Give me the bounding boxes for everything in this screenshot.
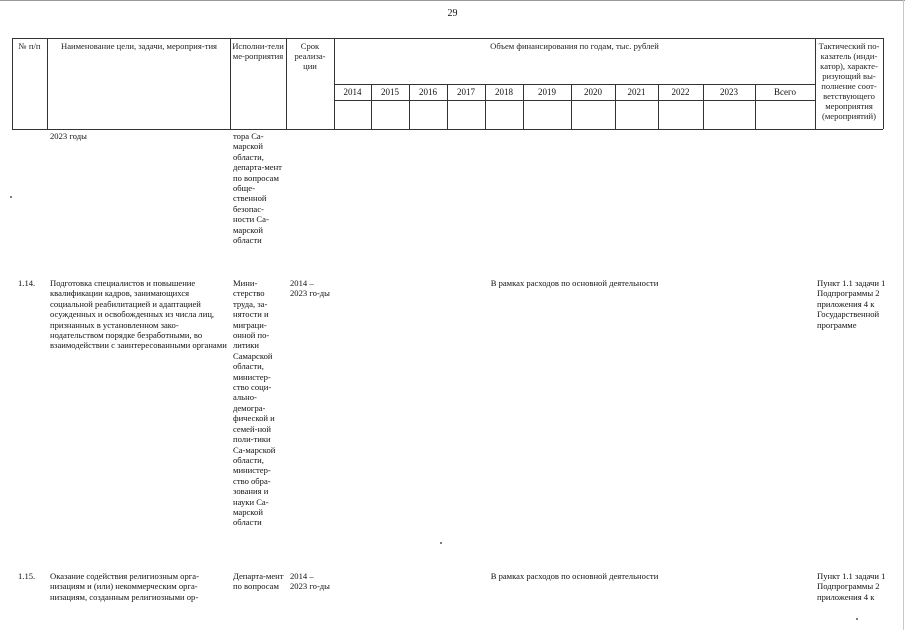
row-executors-cell: Мини-стерство труда, за-нятости и миграци-онной по-литики Самарской области, министер-ство соци-ально-демогра-фической и семей-ной поли-тики Са-марской области, министер-ство обра-зования и науки Са-марской области [233, 278, 276, 528]
header-col-name: Наименование цели, задачи, мероприя-тия [60, 41, 218, 51]
year-header-cell: 2017 [457, 87, 475, 97]
scan-speck [10, 196, 12, 198]
row-num-cell: 1.14. [18, 278, 36, 288]
year-header-cell: 2019 [538, 87, 556, 97]
year-header-cell: 2018 [495, 87, 513, 97]
header-col-num: № п/п [18, 41, 41, 51]
col-border [230, 38, 231, 129]
col-border [47, 38, 48, 129]
col-border [12, 38, 13, 129]
year-header-cell: 2016 [419, 87, 437, 97]
scan-speck [856, 618, 858, 620]
header-bottom-border [12, 129, 883, 130]
year-header-cell: 2022 [671, 87, 690, 97]
year-header-cell: 2020 [584, 87, 602, 97]
row-num-cell: 1.15. [18, 571, 36, 581]
row-indicator-cell: Пункт 1.1 задачи 1 Подпрограммы 2 приложения 4 к [817, 571, 886, 602]
row-indicator-cell: Пункт 1.1 задачи 1 Подпрограммы 2 приложения 4 к Государственной программе [817, 278, 886, 330]
row-funding-note: В рамках расходов по основной деятельности [490, 278, 659, 288]
row-name-cell: 2023 годы [50, 131, 87, 141]
scan-edge-right [903, 0, 904, 630]
header-col-term: Срок реализа-ции [294, 41, 326, 71]
header-col-indicator: Тактический по-казатель (инди-катор), характе-ризующий вы-полнение соот-ветствующего мероприятия (мероприятий) [818, 41, 880, 121]
year-header-cell: Всего [773, 87, 797, 97]
row-name-cell: Подготовка специалистов и повышение квалификации кадров, занимающихся социальной реабилитацией и адаптацией осужденных и освобожденных из числа лиц, признанных в установленном зако-нодательством порядке безработными, во взаимодействии с заинтересованными органами [50, 278, 227, 351]
year-header-cell: 2023 [720, 87, 738, 97]
col-border [286, 38, 287, 129]
scan-speck [440, 542, 442, 544]
row-funding-note: В рамках расходов по основной деятельности [490, 571, 659, 581]
years-bottom-border [334, 100, 815, 101]
row-name-cell: Оказание содействия религиозным орга-низациям и (или) некоммерческим орга-низациям, созданным религиозными ор- [50, 571, 199, 602]
years-header-row [334, 86, 815, 100]
scan-edge-top [0, 0, 905, 1]
header-col-executors: Исполни-тели ме-роприятия [232, 41, 284, 61]
col-border [334, 38, 335, 129]
year-header-cell: 2014 [343, 87, 362, 97]
row-executors-cell: Департа-мент по вопросам [233, 571, 284, 592]
row-term-cell: 2014 – 2023 го-ды [290, 571, 330, 592]
year-header-cell: 2021 [627, 87, 646, 97]
col-border [815, 38, 816, 129]
row-term-cell: 2014 – 2023 го-ды [290, 278, 330, 299]
year-header-cell: 2015 [381, 87, 399, 97]
header-col-funding: Объем финансирования по годам, тыс. рублей [490, 41, 659, 51]
col-border [883, 38, 884, 129]
table-top-border [12, 38, 883, 39]
years-top-border [334, 84, 815, 85]
row-executors-cell: тора Са-марской области, департа-мент по вопросам обще-ственной безопас-ности Са-марской области [233, 131, 282, 246]
page-number: 29 [447, 8, 458, 19]
